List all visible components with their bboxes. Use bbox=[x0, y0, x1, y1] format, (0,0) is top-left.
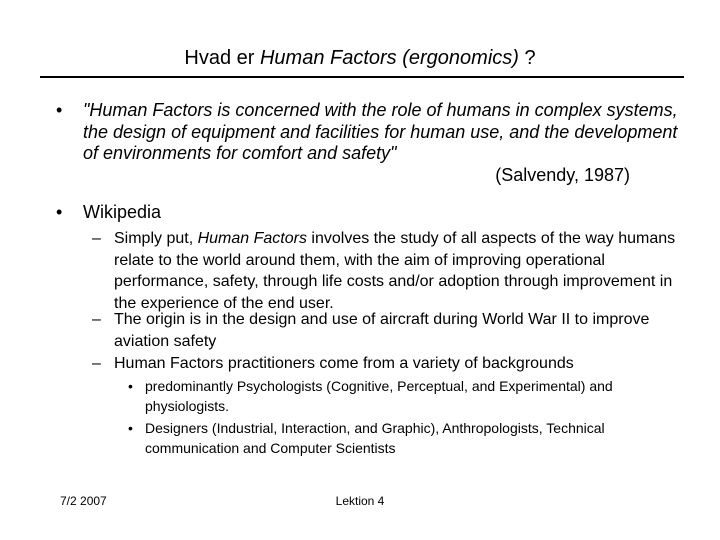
definition-after: involves the study of all aspects of the way humans relate to the world around them, with the aim of improving operational performance, safety, through life costs and/or adoption through improvement in the experience of the end user. bbox=[114, 230, 676, 312]
bullet-wikipedia bbox=[56, 202, 696, 224]
origin-text: The origin is in the design and use of aircraft during World War II to improve aviation safety bbox=[114, 311, 650, 350]
slide-title bbox=[0, 44, 720, 72]
dash-marker: – bbox=[92, 230, 101, 247]
bullet-marker: • bbox=[56, 100, 63, 120]
bullet-marker: • bbox=[128, 420, 133, 436]
definition-italic: Human Factors bbox=[197, 230, 307, 247]
practitioners-text: Human Factors practitioners come from a variety of backgrounds bbox=[114, 355, 574, 372]
slide-title-suffix: ? bbox=[518, 47, 536, 69]
bullet-marker: • bbox=[128, 378, 133, 394]
title-divider bbox=[40, 76, 684, 78]
sub-sub-bullet-psychologists bbox=[128, 377, 688, 416]
slide-title-italic: Human Factors (ergonomics) bbox=[259, 47, 519, 69]
bullet-quote bbox=[56, 100, 696, 186]
sub-bullet-practitioners bbox=[92, 353, 692, 375]
sub-bullet-origin bbox=[92, 309, 692, 352]
quote-citation: (Salvendy, 1987) bbox=[495, 164, 630, 185]
sub-sub-bullet-designers bbox=[128, 419, 688, 458]
footer-date: 7/2 2007 bbox=[60, 494, 107, 508]
designers-text: Designers (Industrial, Interaction, and Graphic), Anthropologists, Technical communication and Computer Scientists bbox=[145, 420, 605, 456]
footer-lecture: Lektion 4 bbox=[335, 494, 385, 508]
quote-text: "Human Factors is concerned with the role of humans in complex systems, the design of equipment and facilities for human use, and the development of environments for comfort and safety" bbox=[83, 100, 678, 163]
sub-bullet-definition bbox=[92, 228, 692, 314]
dash-marker: – bbox=[92, 355, 101, 372]
bullet-marker: • bbox=[56, 202, 63, 222]
psychologists-text: predominantly Psychologists (Cognitive, Perceptual, and Experimental) and physiologists. bbox=[145, 378, 613, 414]
slide-title-prefix: Hvad er bbox=[184, 47, 260, 69]
bullet-wikipedia-text: Wikipedia bbox=[83, 202, 162, 222]
dash-marker: – bbox=[92, 311, 101, 328]
definition-before: Simply put, bbox=[114, 230, 198, 247]
